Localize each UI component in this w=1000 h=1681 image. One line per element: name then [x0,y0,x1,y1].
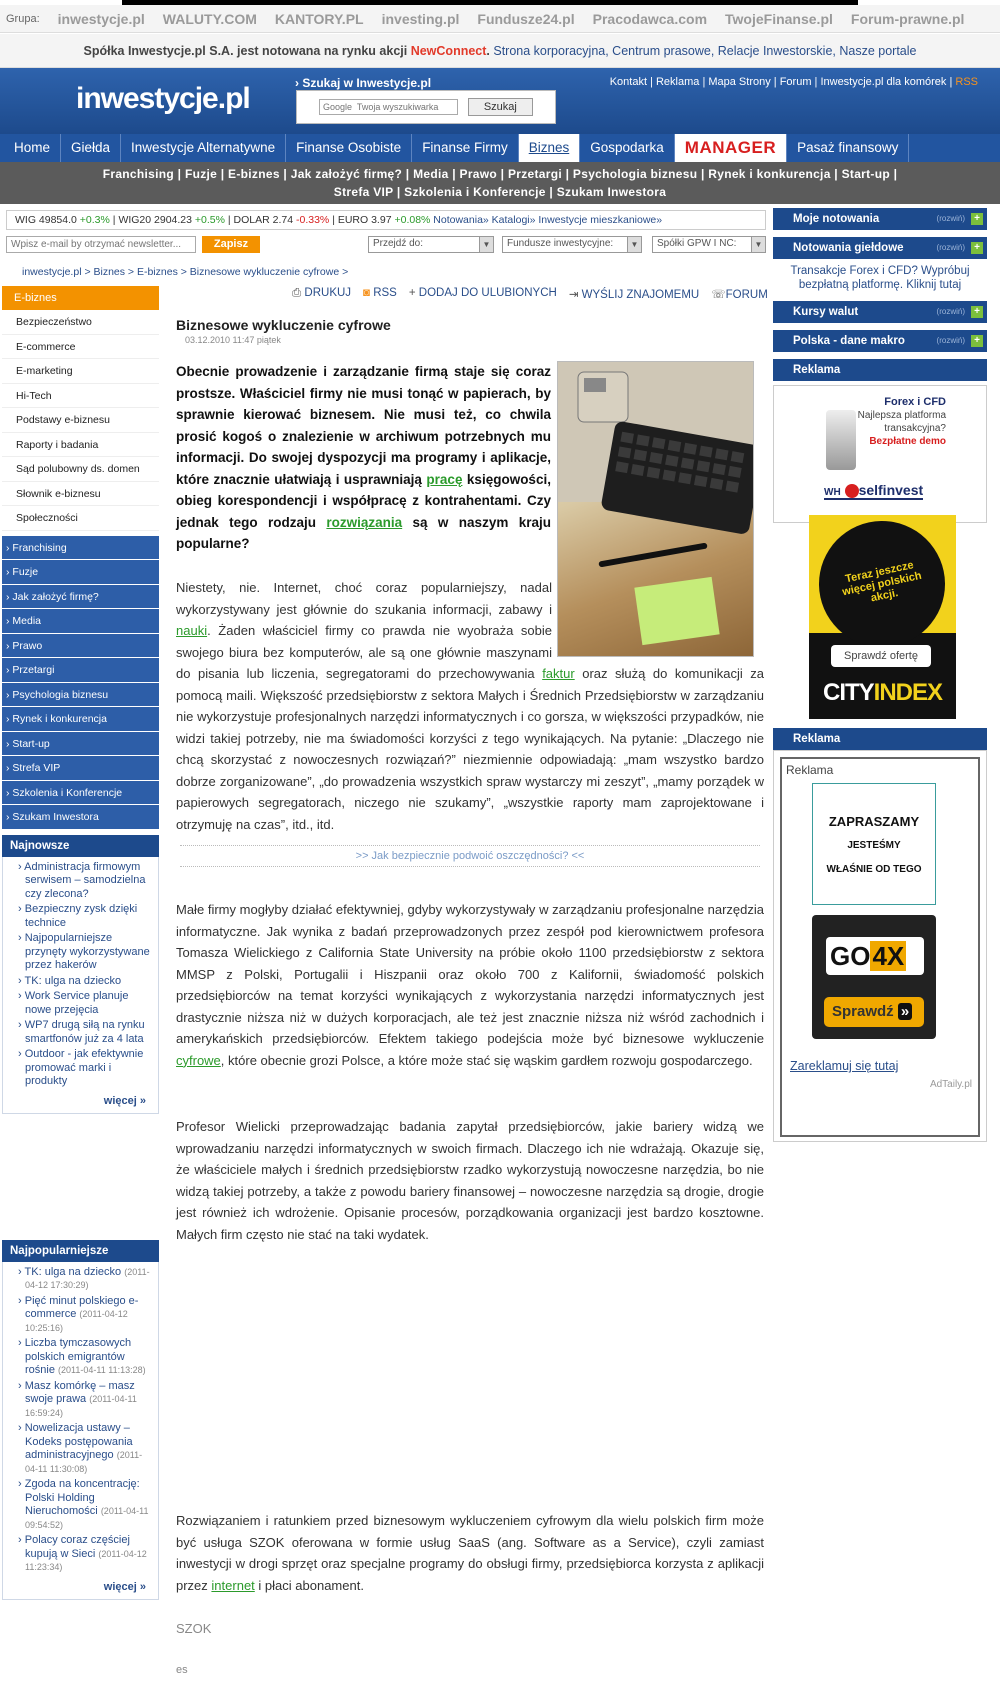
sidebar-category[interactable]: › Przetargi [2,658,159,683]
send-friend-link[interactable] [569,287,699,301]
sub-nav-line2[interactable]: Strefa VIP | Szkolenia i Konferencje | Szukam Inwestora [333,185,667,199]
adtaily-tile[interactable] [812,783,936,905]
article-paragraph-2 [176,899,764,1071]
p4-text-a: Rozwiązaniem i ratunkiem przed biznesowym wykluczeniem cyfrowym dla wielu polskich firm może być usługa SZOK oferowana w formie usług SaaS (ang. Software as a Service), czyli zamiast inwestycji w drogi sprzęt oraz specjalne programy do obsługi firmy, przedsiębiorca korzysta z aplikacji przez [176,1513,764,1593]
sidebar-category[interactable]: › Jak założyć firmę? [2,585,159,610]
sidebar-category[interactable]: › Media [2,609,159,634]
dane-makro-box[interactable] [773,330,987,352]
plus-icon: + [971,335,983,347]
notice-text: Spółka Inwestycje.pl S.A. jest notowana na rynku akcji [83,44,408,58]
nav-finanse-osobiste[interactable]: Finanse Osobiste [286,134,412,162]
news-item-title: Work Service planuje nowe przejęcia [24,990,129,1016]
expand-label: (rozwiń) [936,336,965,345]
search-box [296,90,556,124]
newconnect-link[interactable]: NewConnect [410,44,487,58]
group-site-link[interactable]: Forum-prawne.pl [850,10,965,27]
sidebar-subitem[interactable]: E-marketing [2,359,159,384]
article-title: Biznesowe wykluczenie cyfrowe [176,317,391,333]
box-title: Polska - dane makro [793,335,905,347]
popular-item-title: Pięć minut polskiego e-commerce [24,1294,139,1320]
gpw-select[interactable] [652,236,766,253]
popular-item[interactable]: › TK: ulga na dziecko (2011-04-12 17:30:29) [18,1265,150,1290]
popular-item[interactable]: › Zgoda na koncentrację: Polski Holding Nieruchomości (2011-04-11 09:54:52) [18,1478,149,1530]
reklama-header: Reklama [773,359,987,381]
ad-logo-prefix: WH [824,487,841,498]
popular-item-date: (2011-04-11 09:54:52) [25,1506,149,1530]
chevron-down-icon: ▼ [627,237,641,252]
send-friend-label: WYŚLIJ ZNAJOMEMU [581,289,700,301]
ticker-dolar[interactable]: DOLAR 2.74 [233,214,294,226]
search-button[interactable]: Szukaj [468,98,533,116]
plus-icon: + [971,306,983,318]
market-ticker: WIG 49854.0 +0.3% | WIG20 2904.23 +0.5% | DOLAR 2.74 -0.33% | EURO 3.97 +0.08% Notowania» Katalogi» Inwestycje mieszkaniowe» [6,210,766,230]
ticker-dolar-change: -0.33% [296,214,330,226]
popular-item-title: Polacy coraz częściej kupują w Sieci [24,1534,130,1560]
popular-item-title: Zgoda na koncentrację: Polski Holding Nieruchomości [24,1478,140,1517]
go4x-button[interactable] [824,997,924,1027]
article-paragraph-3: Profesor Wielicki przeprowadzając badania zapytał przedsiębiorców, jakie bariery widzą we wprowadzaniu narzędzi informatycznych w swoich firmach. Dlaczego ich nie wdrażają. Okazuje się, że właściciele małych i średnich przedsiębiorstw rzadko wykorzystują nowoczesne narzędzia, bo nie widzą takiej potrzeby, a także z powodu bariery finansowej – nowoczesne narzędzia są drogie, drogie jest również ich wdrożenie. Opisanie procesów, porządkowania organizacji jest bardzo kosztowne. Małych firm często nie stać na taki wydatek. [176,1119,764,1242]
group-site-link[interactable]: inwestycje.pl [57,10,145,27]
logo-part: 4X [872,941,905,971]
chevron-down-icon: ▼ [479,237,493,252]
news-item-title: Najpopularniejsze przynęty wykorzystywane przez hakerów [24,932,150,971]
ad-line: Forex i CFD [884,396,946,408]
sub-nav [0,162,1000,204]
ticker-euro[interactable]: EURO 3.97 [337,214,392,226]
go4x-ad[interactable] [812,915,936,1039]
expand-label: (rozwiń) [936,243,965,252]
p2-text-b: , które obecnie grozi Polsce, a które może stać się wąskim gardłem rozwoju gospodarczego. [220,1052,753,1068]
ticker-wig-change: +0.3% [79,214,110,226]
forex-info-link[interactable]: Transakcje Forex i CFD? Wypróbuj bezpłatną platformę. Kliknij tutaj [790,265,970,291]
popular-item-title: Nowelizacja ustawy – Kodeks postępowania administracyjnego [24,1422,133,1461]
cityindex-ad[interactable] [809,515,956,719]
link-nauki[interactable]: nauki [176,623,208,638]
sidebar-subitem[interactable]: Hi-Tech [2,384,159,409]
popular-item-date: (2011-04-12 10:25:16) [25,1309,128,1333]
chevron-down-icon: ▼ [751,237,765,252]
goto-select-value: Przejdź do: [373,238,424,249]
share-icon: ⇥ [568,289,579,301]
newsletter-email-input[interactable] [6,236,196,253]
news-item[interactable]: › WP7 drugą siłą na rynku smartfonów już za 4 lata [18,1019,145,1045]
lead-text-c: są w naszym kraju popularne? [176,514,551,551]
nav-pasaz-finansowy[interactable]: Pasaż finansowy [787,134,909,162]
najnowsze-more-link[interactable]: więcej » [103,1094,146,1107]
link-cyfrowe[interactable]: cyfrowe [176,1052,221,1068]
print-link[interactable] [292,287,351,301]
article-paragraph-1-text [176,577,764,835]
sidebar-subitem[interactable]: Raporty i badania [2,433,159,458]
sidebar-category[interactable]: › Fuzje [2,560,159,585]
sidebar-subitem[interactable]: Bezpieczeństwo [2,310,159,335]
sidebar-category[interactable]: › Start-up [2,732,159,757]
breadcrumb[interactable]: inwestycje.pl > Biznes > E-biznes > Biznesowe wykluczenie cyfrowe > [22,266,349,278]
sidebar-category[interactable]: › Franchising [2,536,159,561]
p1-text-a: Niestety, nie. Internet, choć coraz popularniejszy, nadal wykorzystywany jest głównie do szukania informacji, zabawy i [176,580,552,617]
group-site-link[interactable]: Fundusze24.pl [477,10,575,27]
news-item-title: TK: ulga na dziecko [24,974,122,987]
search-label: › Szukaj w Inwestycje.pl [295,76,432,90]
ticker-wig20[interactable]: WIG20 2904.23 [118,214,192,226]
logo-part: INDEX [873,679,943,706]
sidebar-subitem[interactable]: Społeczności [2,506,159,531]
news-item-title: WP7 drugą siłą na rynku smartfonów już za 4 lata [24,1019,145,1045]
divider [180,866,760,867]
kursy-walut-box[interactable] [773,301,987,323]
adtaily-section [773,728,987,1142]
popular-item-date: (2011-04-12 11:23:34) [25,1548,147,1572]
popular-item[interactable]: › Pięć minut polskiego e-commerce (2011-04-12 10:25:16) [18,1294,139,1333]
group-site-link[interactable]: KANTORY.PL [274,10,364,27]
plus-icon: + [408,287,416,299]
popular-item-date: (2011-04-11 16:59:24) [25,1394,137,1418]
printer-icon: ⎙ [292,287,302,299]
ad-line: Bezpłatne demo [869,436,946,447]
group-bar [0,5,1000,33]
p4-text-b: i płaci abonament. [258,1577,364,1593]
article-author: es [176,1664,188,1676]
sidebar-item-e-biznes[interactable]: E-biznes [2,286,159,310]
popular-item[interactable]: › Masz komórkę – masz swoje prawa (2011-04-11 16:59:24) [18,1379,137,1418]
expand-label: (rozwiń) [936,214,965,223]
goto-select[interactable] [368,236,494,253]
article-tools [292,287,768,301]
group-site-link[interactable]: Pracodawca.com [592,10,708,27]
newsletter-save-button[interactable]: Zapisz [202,236,260,253]
go4x-logo [826,937,924,975]
reklama-header: Reklama [773,728,987,750]
ad-line: ZAPRASZAMY [828,814,920,829]
plus-icon: + [971,242,983,254]
funds-select-value: Fundusze inwestycyjne: [507,238,614,249]
p1-text-c: oraz służą do komunikacji za pomocą maili. Większość przedsiębiorstw z sektora Małych i Średnich Przedsiębiorstw w zarządzaniu nie wykorzystuje profesjonalnych narzędzi informatycznych i co gorsza, w większości przypadków, nie widzi takiej potrzeby, nie ma świadomości korzyści z tego wynikających. Na pytanie: „Dlaczego nie chcą skorzystać z nowoczesnych rozwiązań?” niezmiennie odpowiadają: „mam wszystko bardzo dobrze zorganizowane”, „do prowadzenia wszystkich spraw wystarczy mi zeszyt”, „mamy porządek w papierowych segregatorach, niczego nie szukamy”, „wszystkie raporty mam zaprojektowane i otrzymuję na czas”, itd., itd. [176,666,764,832]
sub-nav-line1[interactable]: Franchising | Fuzje | E-biznes | Jak założyć firmę? | Media | Prawo | Przetargi | Psychologia biznesu | Rynek i konkurencja | Start-up | [102,167,898,181]
najnowsze-header: Najnowsze [2,835,159,857]
group-site-link[interactable]: TwojeFinanse.pl [725,10,833,27]
najnowsze-list [2,857,159,1114]
rss-link[interactable]: RSS [955,76,978,88]
go4x-button-label: Sprawdź [832,1003,894,1020]
search-input[interactable] [319,99,458,115]
popular-item-date: (2011-04-11 11:30:08) [25,1450,143,1474]
p2-text-a: Małe firmy mogłyby działać efektywniej, gdyby wykorzystywały w zarządzaniu profesjonalne narzędzia informatyczne. Jak wynika z badań przeprowadzonych przez zespół pod kierownictwem profesora Tomasza Wielickiego z California State University na próbie około 1100 przedsiębiorstw z sektora MMSP z Polski, Portugalii i Hiszpanii oraz około 700 z Kalifornii, świadomość polskich przedsiębiorców na temat korzyści wynikających z wykorzystania narzędzi informatycznych jest drastycznie niższa niż w dużych korporacjach, ale też jest znacznie niższa niż wśród zachodnich i amerykańskich przedsiębiorców. Efektem takiego podejścia może być biznesowe wykluczenie [176,902,764,1046]
ad-line: Najlepsza platforma transakcyjna? [857,410,946,434]
sidebar-category[interactable]: › Rynek i konkurencja [2,707,159,732]
adtaily-frame [773,750,987,1142]
chevrons-right-icon: » [898,1003,912,1020]
cityindex-slogan: Teraz jeszcze więcej polskich akcji. [809,515,956,659]
popular-item-date: (2011-04-12 17:30:29) [25,1266,150,1290]
cityindex-button[interactable]: Sprawdź ofertę [831,645,931,667]
rss-icon: ◙ [363,287,370,299]
najpopularniejsze-list [2,1262,159,1600]
divider [180,845,760,846]
popular-more-link[interactable]: więcej » [103,1580,146,1593]
box-title: Moje notowania [793,213,880,225]
cityindex-logo [823,679,942,707]
article-source: SZOK [176,1621,212,1636]
news-item-title: Administracja firmowym serwisem – samodzielna czy zlecona? [24,860,146,900]
box-title: Notowania giełdowe [793,242,904,254]
popular-item[interactable]: › Polacy coraz częściej kupują w Sieci (2011-04-12 11:23:34) [18,1534,147,1572]
sidebar-subitem[interactable]: Słownik e-biznesu [2,482,159,507]
ad-line: WŁAŚNIE OD TEGO [826,864,922,875]
adtaily-brand: AdTaily.pl [929,1079,972,1090]
nav-manager[interactable]: MANAGER [675,134,787,162]
print-label: DRUKUJ [304,287,352,299]
news-item-title: Outdoor - jak efektywnie promować marki i produkty [24,1048,144,1087]
sidebar-categories [2,536,159,830]
tools-row [6,235,766,255]
ticker-euro-change: +0.08% [394,214,431,226]
lead-text-a: Obecnie prowadzenie i zarządzanie firmą staje się coraz prostsze. Właściciel firmy nie musi tonąć w papierach, by sprawnie kierować biznesem. Nie musi też, co chwila prosić kogoś o znalezienie w archiwum potrzebnych mu informacji. Do swojej dyspozycji ma programy i aplikacje, które znacznie ułatwiają i usprawniają [176,364,551,487]
forum-link[interactable] [711,287,768,301]
article-lead [176,361,551,555]
ticker-wig20-change: +0.5% [194,214,225,226]
sidebar-category[interactable]: › Psychologia biznesu [2,683,159,708]
news-item[interactable]: › TK: ulga na dziecko [18,974,122,987]
popular-item-title: TK: ulga na dziecko [24,1265,122,1278]
main-nav [0,134,1000,162]
group-site-link[interactable]: investing.pl [381,10,460,27]
logo-part: GO [830,941,871,971]
zareklamuj-link[interactable]: Zareklamuj się tutaj [790,1059,899,1073]
moje-notowania-box[interactable] [773,208,987,230]
adtaily-label: Reklama [786,763,834,777]
nav-gospodarka[interactable]: Gospodarka [580,134,675,162]
gpw-select-value: Spółki GPW I NC: [657,238,737,249]
rss-label: RSS [373,287,397,299]
nav-biznes[interactable]: Biznes [519,134,581,162]
rss-tool-link[interactable] [363,287,397,301]
header-top-links [610,76,978,88]
ticker-links[interactable]: Notowania» Katalogi» Inwestycje mieszkaniowe» [433,214,663,226]
link-internet[interactable]: internet [211,1577,255,1593]
forum-label: FORUM [725,289,768,301]
plus-icon: + [971,213,983,225]
sidebar-subitem[interactable]: E-commerce [2,335,159,360]
savings-promo-link[interactable]: >> Jak bezpiecznie podwoić oszczędności? << [355,850,585,862]
p1-text-b: . Żaden właściciel firmy co prawda nie wyobraża sobie swojego biura bez komputerów, ale są one głównie maszynami do pisania lub liczenia, segregatorami do przechowywania [176,623,552,681]
notowania-gieldowe-box[interactable] [773,237,987,259]
news-item-title: Bezpieczny zysk dzięki technice [24,903,138,929]
sidebar-subitem[interactable]: Podstawy e-biznesu [2,408,159,433]
ad-line: JESTEŚMY [847,840,901,851]
news-item[interactable]: › Najpopularniejsze przynęty wykorzystywane przez hakerów [18,932,150,971]
nav-inwestycje-alternatywne[interactable]: Inwestycje Alternatywne [121,134,286,162]
nav-finanse-firmy[interactable]: Finanse Firmy [412,134,519,162]
news-item[interactable]: › Outdoor - jak efektywnie promować marki i produkty [18,1048,144,1087]
article-date: 03.12.2010 11:47 piątek [185,335,281,345]
group-site-link[interactable]: WALUTY.COM [162,10,257,27]
logo-part: CITY [823,679,874,706]
sidebar-subcategories [2,310,159,531]
ad-spacer [773,370,987,530]
sidebar-subitem[interactable]: Sąd polubowny ds. domen [2,457,159,482]
box-title: Kursy walut [793,306,859,318]
site-logo[interactable]: inwestycje.pl [76,82,250,115]
news-item[interactable]: › Administracja firmowym serwisem – samodzielna czy zlecona? [18,860,146,900]
expand-label: (rozwiń) [936,307,965,316]
news-item[interactable]: › Bezpieczny zysk dzięki technice [18,903,138,929]
popular-item-date: (2011-04-11 11:13:28) [58,1365,146,1375]
favorites-label: DODAJ DO ULUBIONYCH [418,287,557,299]
site-header [0,68,1000,134]
sidebar-category[interactable]: › Strefa VIP [2,756,159,781]
link-faktur[interactable]: faktur [542,666,575,681]
left-sidebar [2,286,159,1600]
najpopularniejsze-header: Najpopularniejsze [2,1240,159,1262]
header-links[interactable]: Kontakt | Reklama | Mapa Strony | Forum | Inwestycje.pl dla komórek | [609,76,953,88]
link-rozwiazania[interactable]: rozwiązania [326,514,403,530]
popular-item[interactable]: › Nowelizacja ustawy – Kodeks postępowania administracyjnego (2011-04-11 11:30:08) [18,1422,143,1474]
news-item[interactable]: › Work Service planuje nowe przejęcia [18,990,129,1016]
popular-item[interactable]: › Liczba tymczasowych polskich emigrantów rośnie (2011-04-11 11:13:28) [18,1337,146,1376]
p1-float-spacer [552,577,764,661]
popular-item-title: Liczba tymczasowych polskich emigrantów rośnie [24,1337,132,1376]
nav-home[interactable]: Home [4,134,61,162]
sidebar-category[interactable]: › Szkolenia i Konferencje [2,781,159,806]
popular-item-title: Masz komórkę – masz swoje prawa [24,1379,135,1405]
ticker-wig[interactable]: WIG 49854.0 [15,214,77,226]
ad-logo-text: selfinvest [858,482,924,498]
adtaily-box [780,757,980,1137]
sidebar-category[interactable]: › Szukam Inwestora [2,805,159,830]
link-prace[interactable]: pracę [426,471,463,487]
lead-text-b: księgowości, obieg korespondencji i współpracę z kontrahentami. Czy jednak tego rodzaju [176,471,551,530]
article-paragraph-4 [176,1510,764,1596]
funds-select[interactable] [502,236,642,253]
favorites-link[interactable] [409,287,557,301]
corporate-links[interactable]: Strona korporacyjna, Centrum prasowe, Relacje Inwestorskie, Nasze portale [493,44,917,58]
nav-gielda[interactable]: Giełda [61,134,121,162]
sidebar-category[interactable]: › Prawo [2,634,159,659]
newconnect-notice: Spółka Inwestycje.pl S.A. jest notowana na rynku akcji NewConnect. Strona korporacyjna, Centrum prasowe, Relacje Inwestorskie, Nasze portale [0,34,1000,68]
speech-bubble-icon: ☏ [711,289,726,301]
group-label: Grupa: [6,12,40,25]
